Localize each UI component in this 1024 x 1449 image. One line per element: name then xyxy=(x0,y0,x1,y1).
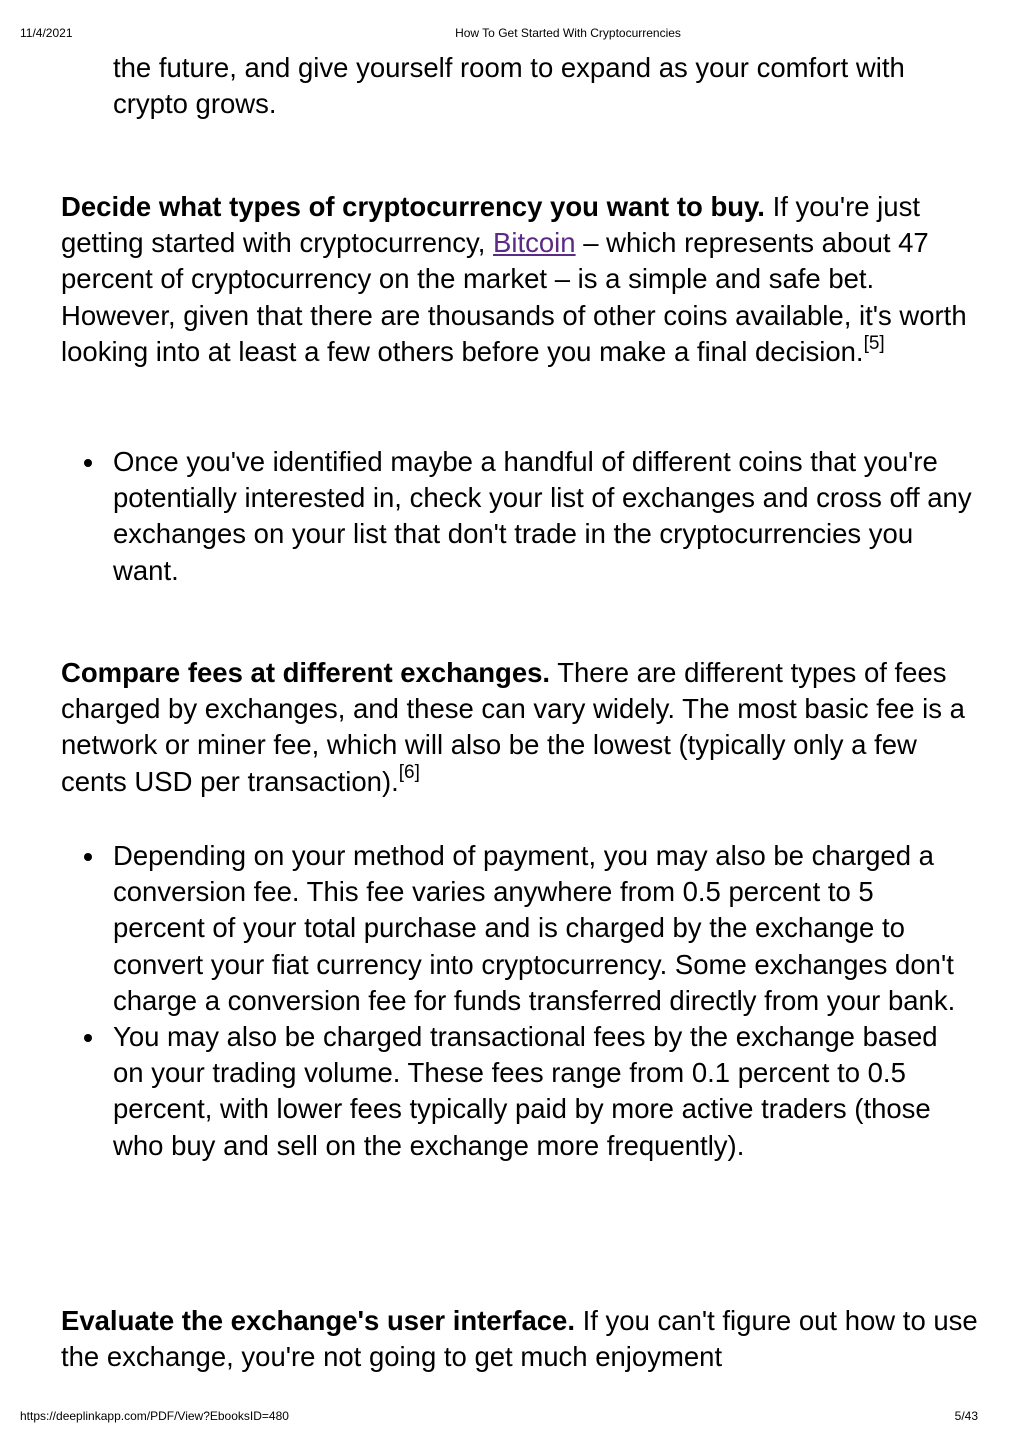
continuation-paragraph: the future, and give yourself room to expand as your comfort with crypto grows. xyxy=(113,52,905,120)
section-types-paragraph xyxy=(61,189,981,370)
reference-5: [5] xyxy=(863,332,885,354)
bitcoin-link[interactable]: Bitcoin xyxy=(493,227,576,259)
list-item: Once you've identified maybe a handful of different coins that you're potentially interested in, check your list of exchanges and cross off any exchanges on your list that don't trade in the cryptocurrencies you want. xyxy=(0,444,973,589)
list-item: You may also be charged transactional fees by the exchange based on your trading volume. These fees range from 0.1 percent to 0.5 percent, with lower fees typically paid by more active traders (those who buy and sell on the exchange more frequently). xyxy=(0,1019,973,1164)
section-types-text-a: If you're just getting started with cryptocurrency, xyxy=(61,191,920,259)
section-types-heading: Decide what types of cryptocurrency you want to buy. xyxy=(61,191,765,222)
section-interface-text: If you can't figure out how to use the exchange, you're not going to get much enjoyment xyxy=(61,1305,978,1373)
section-interface-paragraph xyxy=(61,1303,981,1375)
print-date: 11/4/2021 xyxy=(20,26,73,40)
list-item: Depending on your method of payment, you may also be charged a conversion fee. This fee varies anywhere from 0.5 percent to 5 percent of your total purchase and is charged by the exchange to convert your fiat currency into cryptocurrency. Some exchanges don't charge a conversion fee for funds transferred directly from your bank. xyxy=(0,838,973,1019)
reference-6: [6] xyxy=(398,762,420,784)
section-types-bullet-list xyxy=(0,444,1000,589)
footer-url: https://deeplinkapp.com/PDF/View?EbooksID=480 xyxy=(20,1409,289,1423)
section-fees-paragraph xyxy=(61,655,981,800)
section-types-text-b: – which represents about 47 percent of cryptocurrency on the market – is a simple and safe bet. However, given that there are thousands of other coins available, it's worth looking into at least a few others before you make a final decision. xyxy=(61,227,967,367)
section-fees-bullet-list xyxy=(0,838,1000,1164)
page-number: 5/43 xyxy=(954,1409,978,1423)
section-interface-heading: Evaluate the exchange's user interface. xyxy=(61,1305,575,1336)
section-fees-heading: Compare fees at different exchanges. xyxy=(61,657,551,688)
document-title: How To Get Started With Cryptocurrencies xyxy=(455,26,681,40)
section-fees-text: There are different types of fees charged by exchanges, and these can vary widely. The most basic fee is a network or miner fee, which will also be the lowest (typically only a few cents USD per transaction). xyxy=(61,657,965,797)
